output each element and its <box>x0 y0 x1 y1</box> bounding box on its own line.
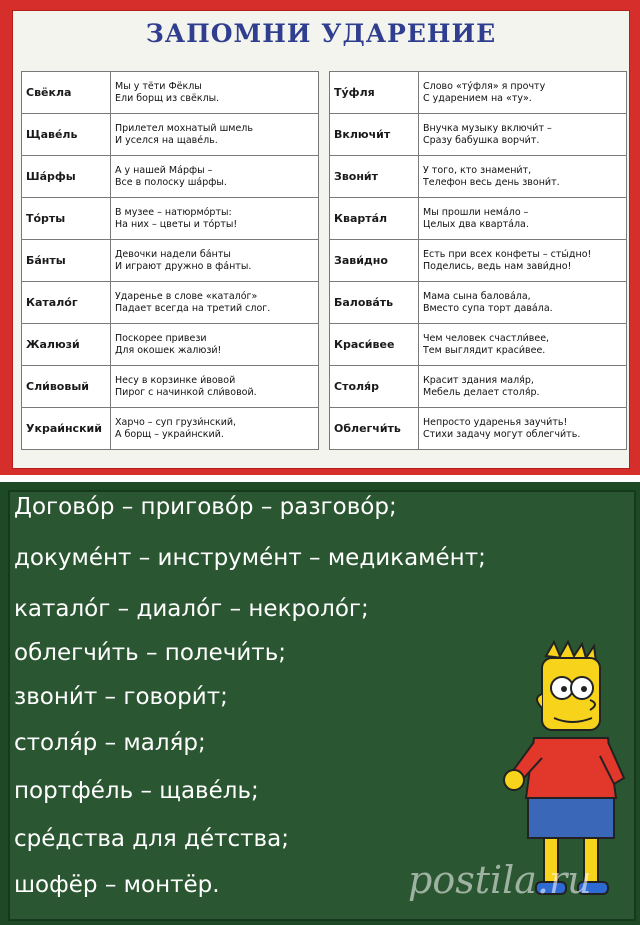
rhyme-line: Поскорее привези <box>115 332 207 344</box>
word-row <box>22 114 319 156</box>
stressed-word: Зави́дно <box>330 240 419 282</box>
word-row <box>330 240 627 282</box>
word-row <box>22 72 319 114</box>
stressed-word: Свёкла <box>22 72 111 114</box>
word-row <box>330 324 627 366</box>
word-row <box>22 156 319 198</box>
mnemonic-rhyme <box>111 324 319 366</box>
chalk-line: облегчи́ть – полечи́ть; <box>14 640 287 666</box>
mnemonic-rhyme <box>419 198 627 240</box>
rhyme-line: Для окошек жалюзи́! <box>115 344 222 356</box>
chalk-line: портфéль – щавéль; <box>14 778 259 804</box>
rhyme-line: Мебель делает столя́р. <box>423 386 540 398</box>
chalk-line: столя́р – маля́р; <box>14 730 206 756</box>
rhyme-line: Тем выглядит краси́вее. <box>423 344 546 356</box>
mnemonic-rhyme <box>419 156 627 198</box>
word-row <box>330 156 627 198</box>
mnemonic-rhyme <box>419 72 627 114</box>
stressed-word: Тóрты <box>22 198 111 240</box>
rhyme-line: Сразу бабушка ворчи́т. <box>423 134 540 146</box>
mnemonic-rhyme <box>419 366 627 408</box>
rhyme-line: Прилетел мохнатый шмель <box>115 122 253 134</box>
rhyme-line: Падает всегда на третий слог. <box>115 302 271 314</box>
stressed-word: Включи́т <box>330 114 419 156</box>
rhyme-line: С ударением на «ту». <box>423 92 532 104</box>
rhyme-line: В музее – натюрмóрты: <box>115 206 232 218</box>
stressed-word: Тýфля <box>330 72 419 114</box>
stressed-word: Столя́р <box>330 366 419 408</box>
poster-title: ЗАПОМНИ УДАРЕНИЕ <box>145 19 497 48</box>
mnemonic-rhyme <box>419 114 627 156</box>
poster-panel <box>12 10 630 469</box>
rhyme-line: Мы прошли немáло – <box>423 206 529 218</box>
rhyme-line: Поделись, ведь нам зави́дно! <box>423 260 572 272</box>
rhyme-line: И играют дружно в фáнты. <box>115 260 252 272</box>
rhyme-line: Несу в корзинке и́вовой <box>115 374 236 386</box>
poster-left-column <box>21 71 319 450</box>
rhyme-line: Мама сына баловáла, <box>423 290 531 302</box>
stressed-word: Сли́вовый <box>22 366 111 408</box>
rhyme-line: На них – цветы и тóрты! <box>115 218 238 230</box>
rhyme-line: Девочки надели бáнты <box>115 248 231 260</box>
rhyme-line: Целых два квартáла. <box>423 218 529 230</box>
rhyme-line: Ели борщ из свёклы. <box>115 92 220 104</box>
stressed-word: Баловáть <box>330 282 419 324</box>
mnemonic-rhyme <box>111 72 319 114</box>
stressed-word: Каталóг <box>22 282 111 324</box>
rhyme-line: Красит здания маля́р, <box>423 374 534 386</box>
word-row <box>22 282 319 324</box>
stressed-word: Шáрфы <box>22 156 111 198</box>
rhyme-line: Ударенье в слове «каталóг» <box>115 290 258 302</box>
word-row <box>22 240 319 282</box>
mnemonic-rhyme <box>419 240 627 282</box>
rhyme-line: Все в полоску шáрфы. <box>115 176 227 188</box>
mnemonic-rhyme <box>111 198 319 240</box>
word-row <box>330 366 627 408</box>
mnemonic-rhyme <box>419 324 627 366</box>
mnemonic-rhyme <box>111 240 319 282</box>
stressed-word: Квартáл <box>330 198 419 240</box>
rhyme-line: Стихи задачу могут облегчи́ть. <box>423 428 581 440</box>
word-row <box>330 198 627 240</box>
rhyme-line: А у нашей Мáрфы – <box>115 164 213 176</box>
rhyme-line: Мы у тёти Фёклы <box>115 80 202 92</box>
mnemonic-rhyme <box>111 156 319 198</box>
rhyme-line: У того, кто знамени́т, <box>423 164 532 176</box>
stressed-word: Краси́вее <box>330 324 419 366</box>
word-row <box>22 366 319 408</box>
word-row <box>330 114 627 156</box>
stressed-word: Звони́т <box>330 156 419 198</box>
rhyme-line: Непросто ударенья заучи́ть! <box>423 416 568 428</box>
stressed-word: Бáнты <box>22 240 111 282</box>
rhyme-line: Есть при всех конфеты – сты́дно! <box>423 248 592 260</box>
mnemonic-rhyme <box>419 408 627 450</box>
word-row <box>22 198 319 240</box>
stressed-word: Щавéль <box>22 114 111 156</box>
word-row <box>330 72 627 114</box>
chalk-line: каталóг – диалóг – некролóг; <box>14 596 369 622</box>
rhyme-line: Пирог с начинкой сли́вовой. <box>115 386 257 398</box>
chalk-line: докумéнт – инструмéнт – медикамéнт; <box>14 545 486 571</box>
rhyme-line: Вместо супа торт давáла. <box>423 302 553 314</box>
mnemonic-rhyme <box>419 282 627 324</box>
rhyme-line: Чем человек счастли́вее, <box>423 332 550 344</box>
chalk-line: шофёр – монтёр. <box>14 872 220 898</box>
chalk-line: звони́т – говори́т; <box>14 684 228 710</box>
rhyme-line: Харчо – суп грузи́нский, <box>115 416 237 428</box>
rhyme-line: Телефон весь день звони́т. <box>423 176 560 188</box>
mnemonic-rhyme <box>111 282 319 324</box>
left-word-table <box>21 71 319 450</box>
stressed-word: Жалюзи́ <box>22 324 111 366</box>
word-row <box>22 324 319 366</box>
word-row <box>330 282 627 324</box>
rhyme-line: А борщ – украи́нский. <box>115 428 224 440</box>
mnemonic-rhyme <box>111 408 319 450</box>
word-row <box>22 408 319 450</box>
chalk-line: Договóр – приговóр – разговóр; <box>14 494 397 520</box>
stressed-word: Облегчи́ть <box>330 408 419 450</box>
stressed-word: Украи́нский <box>22 408 111 450</box>
rhyme-line: Внучка музыку включи́т – <box>423 122 552 134</box>
rhyme-line: И уселся на щавéль. <box>115 134 218 146</box>
right-word-table <box>329 71 627 450</box>
rhyme-line: Слово «тýфля» я прочту <box>423 80 546 92</box>
watermark: postila.ru <box>408 858 592 902</box>
word-row <box>330 408 627 450</box>
mnemonic-rhyme <box>111 114 319 156</box>
chalk-line: срéдства для дéтства; <box>14 826 289 852</box>
poster-right-column <box>329 71 627 450</box>
mnemonic-rhyme <box>111 366 319 408</box>
